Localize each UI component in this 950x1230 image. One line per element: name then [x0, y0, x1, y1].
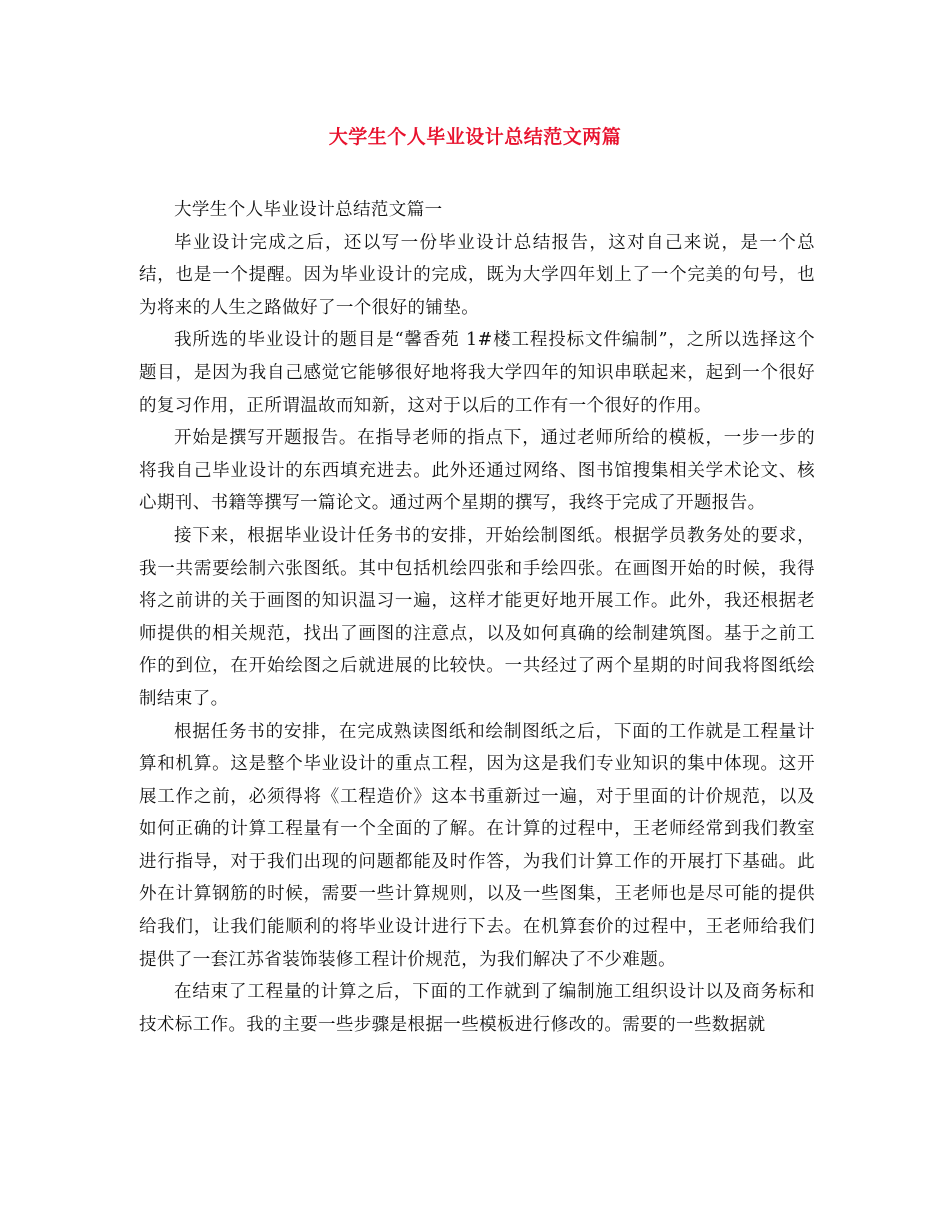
section-heading: 大学生个人毕业设计总结范文篇一: [174, 200, 443, 220]
paragraph-6: 在结束了工程量的计算之后，下面的工作就到了编制施工组织设计以及商务标和技术标工作。我的主要一些步骤是根据一些模板进行修改的。需要的一些数据就: [139, 982, 815, 1035]
paragraph-4: 接下来，根据毕业设计任务书的安排，开始绘制图纸。根据学员教务处的要求，我一共需要绘制六张图纸。其中包括机绘四张和手绘四张。在画图开始的时候，我得将之前讲的关于画图的知识温习一遍，这样才能更好地开展工作。此外，我还根据老师提供的相关规范，找出了画图的注意点，以及如何真确的绘制建筑图。基于之前工作的到位，在开始绘图之后就进展的比较快。一共经过了两个星期的时间我将图纸绘制结束了。: [139, 525, 815, 709]
paragraph-2: 我所选的毕业设计的题目是“馨香苑 1#楼工程投标文件编制”，之所以选择这个题目，是因为我自己感觉它能够很好地将我大学四年的知识串联起来，起到一个很好的复习作用，正所谓温故而知新，这对于以后的工作有一个很好的作用。: [139, 330, 815, 416]
paragraph-1: 毕业设计完成之后，还以写一份毕业设计总结报告，这对自己来说，是一个总结，也是一个提醒。因为毕业设计的完成，既为大学四年划上了一个完美的句号，也为将来的人生之路做好了一个很好的铺垫。: [139, 232, 815, 318]
paragraph-3: 开始是撰写开题报告。在指导老师的指点下，通过老师所给的模板，一步一步的将我自己毕业设计的东西填充进去。此外还通过网络、图书馆搜集相关学术论文、核心期刊、书籍等撰写一篇论文。通过两个星期的撰写，我终于完成了开题报告。: [139, 428, 815, 514]
document-body: [139, 194, 815, 1041]
paragraph-5: 根据任务书的安排，在完成熟读图纸和绘制图纸之后，下面的工作就是工程量计算和机算。这是整个毕业设计的重点工程，因为这是我们专业知识的集中体现。这开展工作之前，必须得将《工程造价》这本书重新过一遍，对于里面的计价规范，以及如何正确的计算工程量有一个全面的了解。在计算的过程中，王老师经常到我们教室进行指导，对于我们出现的问题都能及时作答，为我们计算工作的开展打下基础。此外在计算钢筋的时候，需要一些计算规则，以及一些图集，王老师也是尽可能的提供给我们，让我们能顺利的将毕业设计进行下去。在机算套价的过程中，王老师给我们提供了一套江苏省装饰装修工程计价规范，为我们解决了不少难题。: [139, 721, 815, 970]
document-title: 大学生个人毕业设计总结范文两篇: [328, 126, 622, 148]
